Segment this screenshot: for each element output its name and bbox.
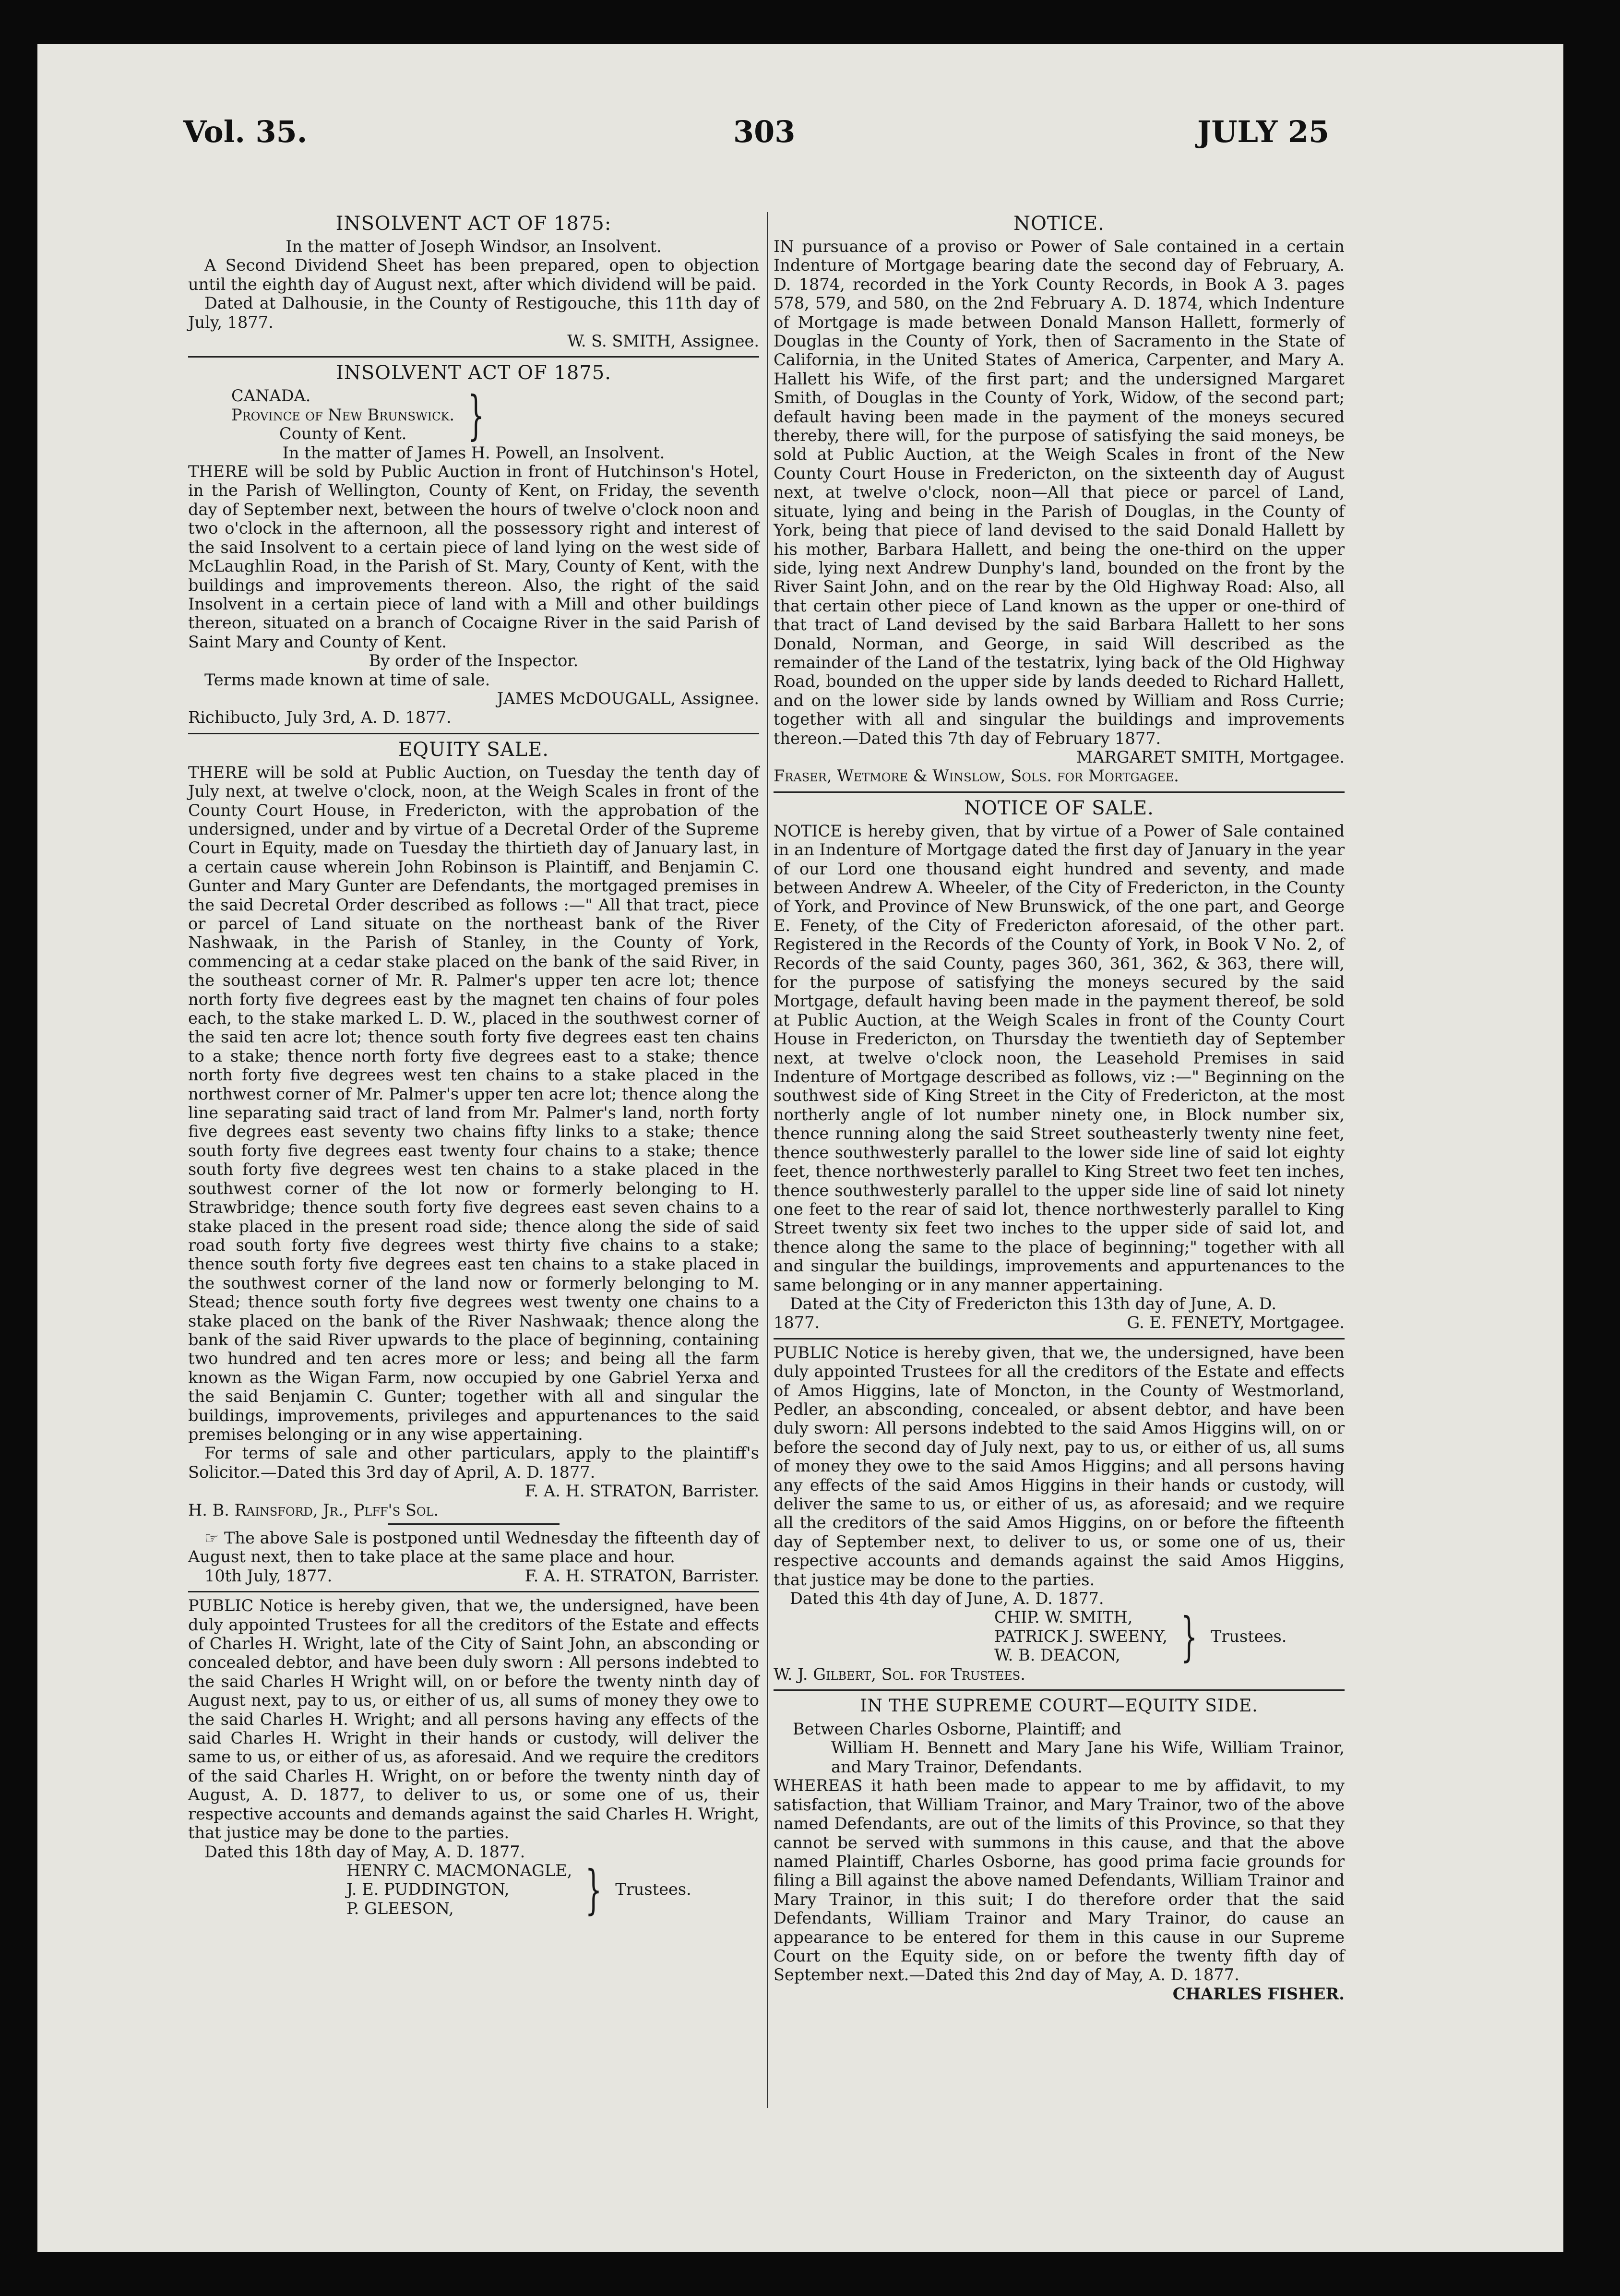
page-number: 303	[733, 114, 796, 149]
notice-body: PUBLIC Notice is hereby given, that we, the undersigned, have been duly appointed Trustees for all the creditors of the Estate and effects of Amos Higgins, late of Moncton, in the County of Westmorland, Pedler, an absconding, concealed, or absent debtor, and have been duly sworn: All persons indebted to the said Amos Higgins will, on or before the second day of July next, pay to us, or either of us, all sums of money they owe to the said Amos Higgins; and all persons having any effects of the said Amos Higgins in their hands or custody, will deliver the same to us, or either of us, as aforesaid; and we require all the creditors of the said Amos Higgins, on or before the fifteenth day of September next, to deliver to us, or some one of us, their respective accounts and demands against the said Amos Higgins, that justice may be done to the parties.	[774, 1343, 1345, 1589]
notice-supreme-court	[774, 1695, 1345, 2003]
brace-glyph: }	[585, 1859, 602, 1921]
notice-dated: Dated this 18th day of May, A. D. 1877.	[204, 1842, 525, 1861]
notice-footer-row	[188, 1567, 759, 1585]
trustee-name: W. B. DEACON,	[994, 1646, 1120, 1665]
notice-place-date: Richibucto, July 3rd, A. D. 1877.	[188, 708, 452, 727]
notice-matter: In the matter of James H. Powell, an Insolvent.	[282, 443, 665, 462]
notice-dated: Dated at Dalhousie, in the County of Restigouche, this 11th day of July, 1877.	[188, 294, 759, 332]
jurisdiction-province: Province of New Brunswick.	[231, 405, 455, 424]
notice-postponed: ☞ The above Sale is postponed until Wednesday the fifteenth day of August next, then to take place at the same place and hour.	[188, 1529, 759, 1567]
notice-title: EQUITY SALE.	[398, 738, 549, 761]
left-column	[188, 212, 759, 1921]
notice-equity-sale	[188, 738, 759, 1585]
notice-year: 1877.	[774, 1313, 820, 1332]
section-divider	[774, 1338, 1345, 1339]
notice-date: 10th July, 1877.	[204, 1566, 333, 1585]
issue-date: JULY 25	[1197, 114, 1330, 149]
jurisdiction-block	[231, 384, 759, 446]
notice-of-sale-fenety	[774, 797, 1345, 1332]
notice-body: WHEREAS it hath been made to appear to me by affidavit, to my satisfaction, that William Trainor, and Mary Trainor, two of the above named Defendants, are out of the limits of this Province, so that they cannot be served with summons in this cause, and that the above named Plaintiff, Charles Osborne, has good prima facie grounds for filing a Bill against the above named Defendants, William Trainor and Mary Trainor, in this suit; I do therefore order that the said Defendants, William Trainor and Mary Trainor, do cause an appearance to be entered for them in this cause in our Supreme Court on the Equity side, on or before the twenty fifth day of September next.—Dated this 2nd day of May, A. D. 1877.	[774, 1776, 1345, 1985]
notice-title: INSOLVENT ACT OF 1875:	[335, 213, 612, 235]
notice-signature: F. A. H. STRATON, Barrister.	[524, 1566, 759, 1585]
notice-signature: W. S. SMITH, Assignee.	[567, 332, 759, 351]
notice-footer-row	[774, 1313, 1345, 1332]
short-divider	[388, 1523, 560, 1525]
brace-glyph: }	[1180, 1605, 1198, 1667]
trustee-signatures	[994, 1605, 1345, 1667]
section-divider	[774, 1689, 1345, 1691]
section-divider	[188, 1591, 759, 1592]
notice-body: THERE will be sold at Public Auction, on Tuesday the tenth day of July next, at twelve o'clock, noon, at the Weigh Scales in front of the County Court House, in Fredericton, with the approbation of the undersigned, under and by virtue of a Decretal Order of the Supreme Court in Equity, made on Tuesday the thirtieth day of January last, in a certain cause wherein John Robinson is Plaintiff, and Benjamin C. Gunter and Mary Gunter are Defendants, the mortgaged premises in the said Decretal Order described as follows :—" All that tract, piece or parcel of Land situate on the northeast bank of the River Nashwaak, in the Parish of Stanley, in the County of York, commencing at a cedar stake placed on the bank of the said River, in the southeast corner of Mr. R. Palmer's upper ten acre lot; thence north forty five degrees east by the magnet ten chains of four poles each, to the stake marked L. D. W., placed in the southwest corner of the said ten acre lot; thence south forty five degrees east ten chains to a stake; thence north forty five degrees east to a stake; thence north forty five degrees west ten chains to a stake placed in the northwest corner of Mr. Palmer's upper ten acre lot; thence along the line separating said tract of land from Mr. Palmer's land, north forty five degrees east seventy two chains fifty links to a stake; thence south forty five degrees east twenty four chains to a stake; thence south forty five degrees west ten chains to a stake placed in the southwest corner of the lot now or formerly belonging to H. Strawbridge; thence south forty five degrees east seven chains to a stake placed in the present road side; thence along the side of said road south forty five degrees west thirty five chains to a stake; thence south forty five degrees east ten chains to a stake placed in the southwest corner of the land now or formerly belonging to M. Stead; thence south forty five degrees west twenty one chains to a stake placed on the bank of the River Nashwaak; thence along the bank of the said River upwards to the place of beginning, containing two hundred and ten acres more or less; and being all the farm known as the Wigan Farm, now occupied by one Gabriel Yerxa and the said Benjamin C. Gunter; together with all and singular the buildings, improvements, privileges and appurtenances to the said premises belonging or in any wise appertaining.	[188, 763, 759, 1444]
notice-parties-plaintiff: Between Charles Osborne, Plaintiff; and	[793, 1720, 1122, 1739]
trustee-name: J. E. PUDDINGTON,	[346, 1880, 510, 1899]
trustee-signatures	[346, 1859, 759, 1921]
notice-title: IN THE SUPREME COURT—EQUITY SIDE.	[860, 1696, 1258, 1716]
notice-insolvent-windsor	[188, 212, 759, 350]
trustee-name: HENRY C. MACMONAGLE,	[346, 1861, 572, 1880]
section-divider	[188, 356, 759, 358]
notice-signature: CHARLES FISHER.	[1172, 1984, 1345, 2003]
notice-body: IN pursuance of a proviso or Power of Sale contained in a certain Indenture of Mortgage bearing date the second day of February, A. D. 1874, recorded in the York County Records, in Book A 3. pages 578, 579, and 580, on the 2nd February A. D. 1874, which Indenture of Mortgage is made between Donald Manson Hallett, formerly of Douglas in the County of York, then of Sacramento in the State of California, in the United States of America, Carpenter, and Mary A. Hallett his Wife, of the first part; and the undersigned Margaret Smith, of Douglas in the County of York, Widow, of the second part; default having been made in the payment of the moneys secured thereby, there will, for the purpose of satisfying the said moneys, be sold at Public Auction, at the Weigh Scales in front of the New County Court House in Fredericton, on the sixteenth day of August next, at twelve o'clock, noon—All that piece or parcel of Land, situate, lying and being in the Parish of Douglas, in the County of York, being that piece of land devised to the said Donald Hallett by his mother, Barbara Hallett, and being the one-third on the upper side, lying next Andrew Dunphy's land, bounded on the front by the River Saint John, and on the rear by the Old Highway Road: Also, all that certain other piece of Land known as the upper or one-third of that tract of Land devised by the said Barbara Hallett to her sons Donald, Norman, and George, in said Will described as the remainder of the Land of the testatrix, lying back of the Old Highway Road, bounded on the upper side by lands deeded to Richard Hallett, and on the lower side by lands owned by William and Ross Currie; together with all and singular the buildings and improvements thereon.—Dated this 7th day of February 1877.	[774, 237, 1345, 748]
notice-signature: JAMES McDOUGALL, Assignee.	[497, 689, 759, 708]
column-divider	[767, 212, 768, 2108]
notice-dated: Dated this 4th day of June, A. D. 1877.	[790, 1589, 1104, 1608]
notice-trustees-higgins	[774, 1343, 1345, 1684]
trustee-name: CHIP. W. SMITH,	[994, 1608, 1133, 1627]
jurisdiction-county: County of Kent.	[279, 424, 407, 443]
notice-mortgage-smith	[774, 212, 1345, 786]
notice-insolvent-powell	[188, 361, 759, 727]
notice-signature: MARGARET SMITH, Mortgagee.	[1076, 747, 1345, 766]
right-column	[774, 212, 1345, 2003]
trustee-name: PATRICK J. SWEENY,	[994, 1626, 1167, 1646]
brace-glyph: }	[467, 384, 485, 446]
notice-dated: Dated at the City of Fredericton this 13th day of June, A. D.	[790, 1294, 1277, 1313]
notice-trustees-wright	[188, 1596, 759, 1921]
notice-body: A Second Dividend Sheet has been prepared, open to objection until the eighth day of August next, after which dividend will be paid.	[188, 256, 759, 294]
notice-signature: F. A. H. STRATON, Barrister.	[524, 1482, 759, 1501]
notice-order: By order of the Inspector.	[369, 651, 579, 670]
section-divider	[774, 791, 1345, 793]
notice-signature: G. E. FENETY, Mortgagee.	[1127, 1313, 1345, 1332]
notice-solicitors: Fraser, Wetmore & Winslow, Sols. for Mortgagee.	[774, 766, 1179, 786]
trustees-label: Trustees.	[1210, 1626, 1287, 1646]
notice-body: THERE will be sold by Public Auction in front of Hutchinson's Hotel, in the Parish of Wellington, County of Kent, on Friday, the seventh day of September next, between the hours of twelve o'clock noon and two o'clock in the afternoon, all the possessory right and interest of the said Insolvent to a certain piece of land lying on the west side of McLaughlin Road, in the Parish of St. Mary, County of Kent, with the buildings and improvements thereon. Also, the right of the said Insolvent in a certain piece of land with a Mill and other buildings thereon, situated on a branch of Cocaigne River in the said Parish of Saint Mary and County of Kent.	[188, 462, 759, 651]
notice-terms: Terms made known at time of sale.	[204, 670, 490, 689]
trustees-label: Trustees.	[615, 1880, 691, 1899]
trustee-name: P. GLEESON,	[346, 1899, 454, 1918]
section-divider	[188, 733, 759, 734]
notice-terms: For terms of sale and other particulars, apply to the plaintiff's Solicitor.—Dated this 3rd day of April, A. D. 1877.	[188, 1444, 759, 1482]
notice-solicitor: W. J. Gilbert, Sol. for Trustees.	[774, 1664, 1025, 1684]
jurisdiction-country: CANADA.	[231, 386, 311, 406]
notice-title: NOTICE.	[1013, 213, 1105, 235]
notice-title: INSOLVENT ACT OF 1875.	[336, 362, 611, 384]
notice-subtitle: In the matter of Joseph Windsor, an Insolvent.	[286, 237, 662, 256]
notice-title: NOTICE OF SALE.	[964, 797, 1154, 819]
notice-body: NOTICE is hereby given, that by virtue of a Power of Sale contained in an Indenture of Mortgage dated the first day of January in the year of our Lord one thousand eight hundred and seventy, and made between Andrew A. Wheeler, of the City of Fredericton, in the County of York, and Province of New Brunswick, of the one part, and George E. Fenety, of the City of Fredericton aforesaid, of the other part. Registered in the Records of the County of York, in Book V No. 2, of Records of the said County, pages 360, 361, 362, & 363, there will, for the purpose of satisfying the moneys secured by the said Mortgage, default having been made in the payment thereof, be sold at Public Auction, at the Weigh Scales in front of the County Court House in Fredericton, on Thursday the twentieth day of September next, at twelve o'clock noon, the Leasehold Premises in said Indenture of Mortgage described as follows, viz :—" Beginning on the southwest side of King Street in the City of Fredericton, at the most northerly angle of lot number ninety one, in Block number six, thence running along the said Street southeasterly twenty nine feet, thence southwesterly parallel to the lower side line of said lot eighty feet, thence northwesterly parallel to King Street two feet ten inches, thence southwesterly parallel to the upper side line of said lot ninety one feet to the rear of said lot, thence northwesterly parallel to King Street twenty six feet two inches to the upper side of said lot, and thence along the same to the place of beginning;" together with all and singular the buildings, improvements and appurtenances to the same belonging or in any manner appertaining.	[774, 821, 1345, 1294]
volume-number: Vol. 35.	[183, 114, 308, 149]
notice-body: PUBLIC Notice is hereby given, that we, the undersigned, have been duly appointed Trustees for all the creditors of the Estate and effects of Charles H. Wright, late of the City of Saint John, an absconding or concealed debtor, and have been duly sworn : All persons indebted to the said Charles H Wright will, on or before the twenty ninth day of August next, pay to us, or either of us, all sums of money they owe to the said Charles H. Wright; and all persons having any effects of the said Charles H. Wright in their hands or custody, will deliver the same to us, or either of us, as aforesaid. And we require the creditors of the said Charles H. Wright, on or before the twenty ninth day of August, A. D. 1877, to deliver to us, or some one of us, their respective accounts and demands against the said Charles H. Wright, that justice may be done to the parties.	[188, 1596, 759, 1842]
notice-parties-defendants: William H. Bennett and Mary Jane his Wife, William Trainor, and Mary Trainor, Defendants.	[831, 1738, 1345, 1776]
notice-solicitor: H. B. Rainsford, Jr., Plff's Sol.	[188, 1500, 439, 1519]
